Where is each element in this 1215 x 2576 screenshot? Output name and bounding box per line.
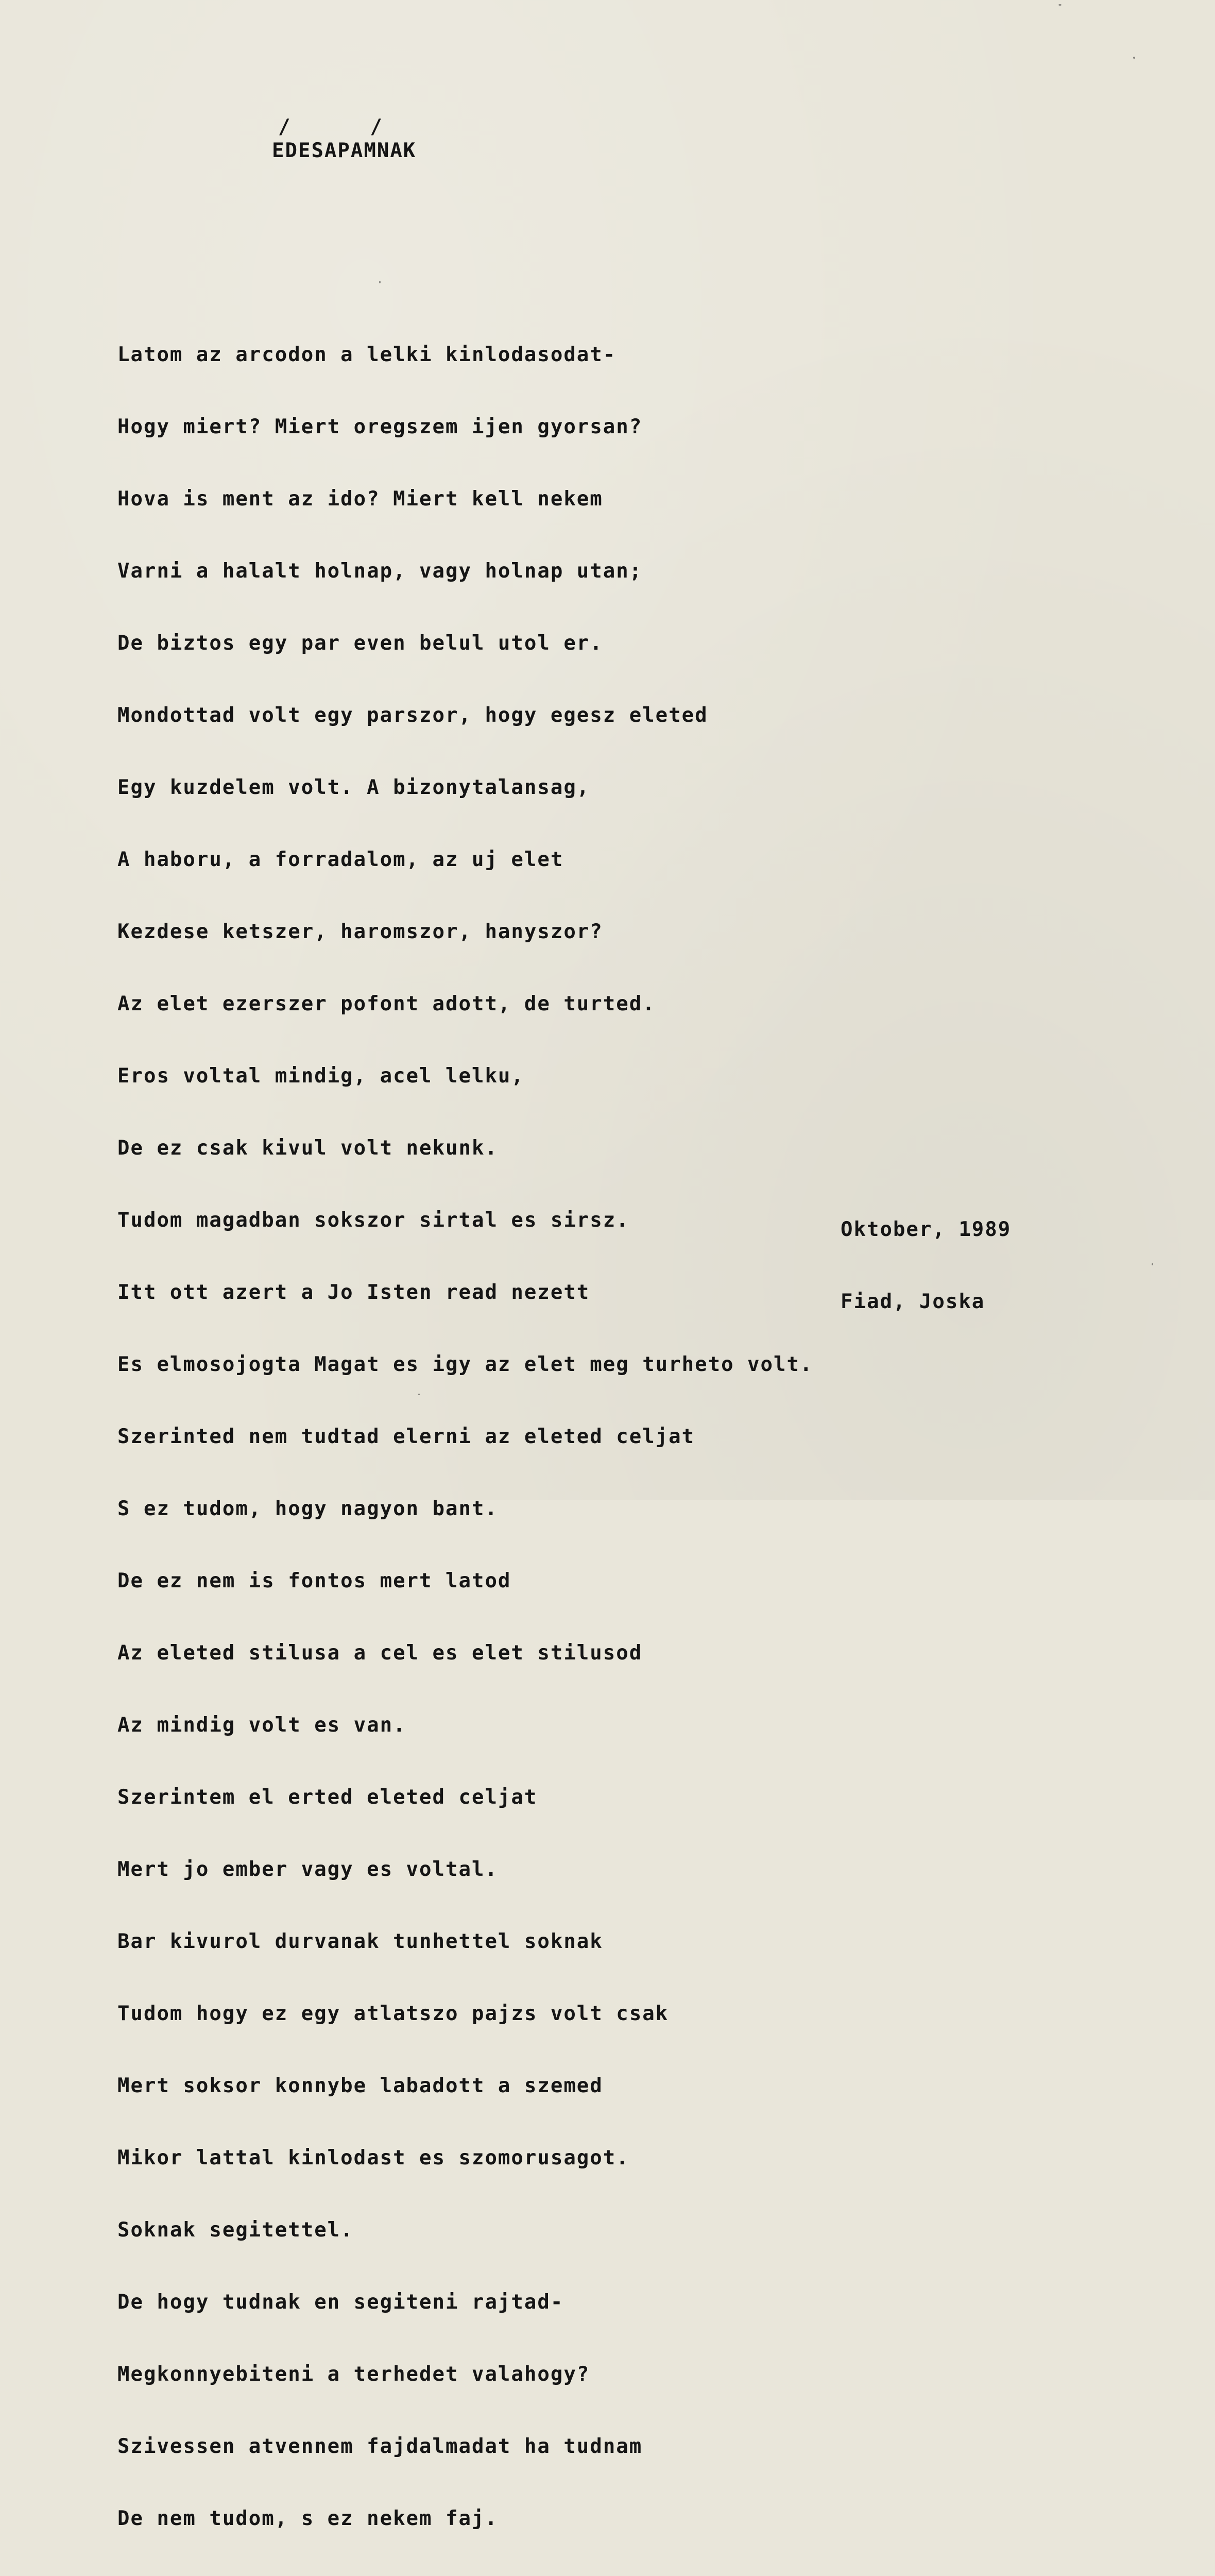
poem-line: Tudom hogy ez egy atlatszo pajzs volt csak: [117, 2002, 669, 2025]
poem-line: Mert jo ember vagy es voltal.: [117, 1858, 498, 1881]
signature-block: [841, 1171, 1011, 1361]
paper-speck: [418, 1394, 420, 1395]
poem-line: Az elet ezerszer pofont adott, de turted.: [117, 992, 656, 1015]
page-title: EDESAPAMNAK: [272, 139, 417, 162]
paper-speck: [379, 281, 381, 283]
poem-line: Eros voltal mindig, acel lelku,: [117, 1064, 524, 1088]
poem-line: Bar kivurol durvanak tunhettel soknak: [117, 1930, 603, 1953]
poem-line: Hova is ment az ido? Miert kell nekem: [117, 487, 603, 511]
title-accent-marks: / /: [278, 115, 383, 139]
poem-line: Az eleted stilusa a cel es elet stilusod: [117, 1641, 643, 1665]
poem-line: Szivessen atvennem fajdalmadat ha tudnam: [117, 2435, 643, 2458]
poem-line: De hogy tudnak en segiteni rajtad-: [117, 2291, 564, 2314]
poem-line: Mikor lattal kinlodast es szomorusagot.: [117, 2146, 629, 2170]
signature-author: Fiad, Joska: [841, 1290, 985, 1313]
poem-line: Kezdese ketszer, haromszor, hanyszor?: [117, 920, 603, 943]
poem-line: Latom az arcodon a lelki kinlodasodat-: [117, 343, 617, 366]
poem-line: Egy kuzdelem volt. A bizonytalansag,: [117, 776, 590, 799]
paper-speck: [1152, 1263, 1153, 1265]
poem-line: Mondottad volt egy parszor, hogy egesz eleted: [117, 704, 708, 727]
paper-speck: [1133, 57, 1135, 59]
signature-date: Oktober, 1989: [841, 1218, 1012, 1241]
poem-line: Soknak segitettel.: [117, 2218, 354, 2242]
poem-line: Varni a halalt holnap, vagy holnap utan;: [117, 560, 643, 583]
poem-line: De ez nem is fontos mert latod: [117, 1569, 511, 1592]
poem-line: Itt ott azert a Jo Isten read nezett: [117, 1281, 590, 1304]
poem-line: Es elmosojogta Magat es igy az elet meg turheto volt.: [117, 1353, 813, 1376]
poem-line: Hogy miert? Miert oregszem ijen gyorsan?: [117, 415, 643, 438]
poem-line: A haboru, a forradalom, az uj elet: [117, 848, 564, 871]
poem-line: De biztos egy par even belul utol er.: [117, 632, 603, 655]
poem-line: De nem tudom, s ez nekem faj.: [117, 2507, 498, 2530]
poem-line: Szerintem el erted eleted celjat: [117, 1786, 538, 1809]
poem-body: [117, 296, 813, 2576]
poem-line: Mert soksor konnybe labadott a szemed: [117, 2074, 603, 2097]
poem-line: Tudom magadban sokszor sirtal es sirsz.: [117, 1209, 629, 1232]
poem-line: Megkonnyebiteni a terhedet valahogy?: [117, 2363, 590, 2386]
poem-line: Az mindig volt es van.: [117, 1714, 406, 1737]
poem-line: De ez csak kivul volt nekunk.: [117, 1137, 498, 1160]
paper-speck: [1058, 4, 1062, 6]
poem-line: Szerinted nem tudtad elerni az eleted celjat: [117, 1425, 695, 1448]
poem-line: S ez tudom, hogy nagyon bant.: [117, 1497, 498, 1520]
